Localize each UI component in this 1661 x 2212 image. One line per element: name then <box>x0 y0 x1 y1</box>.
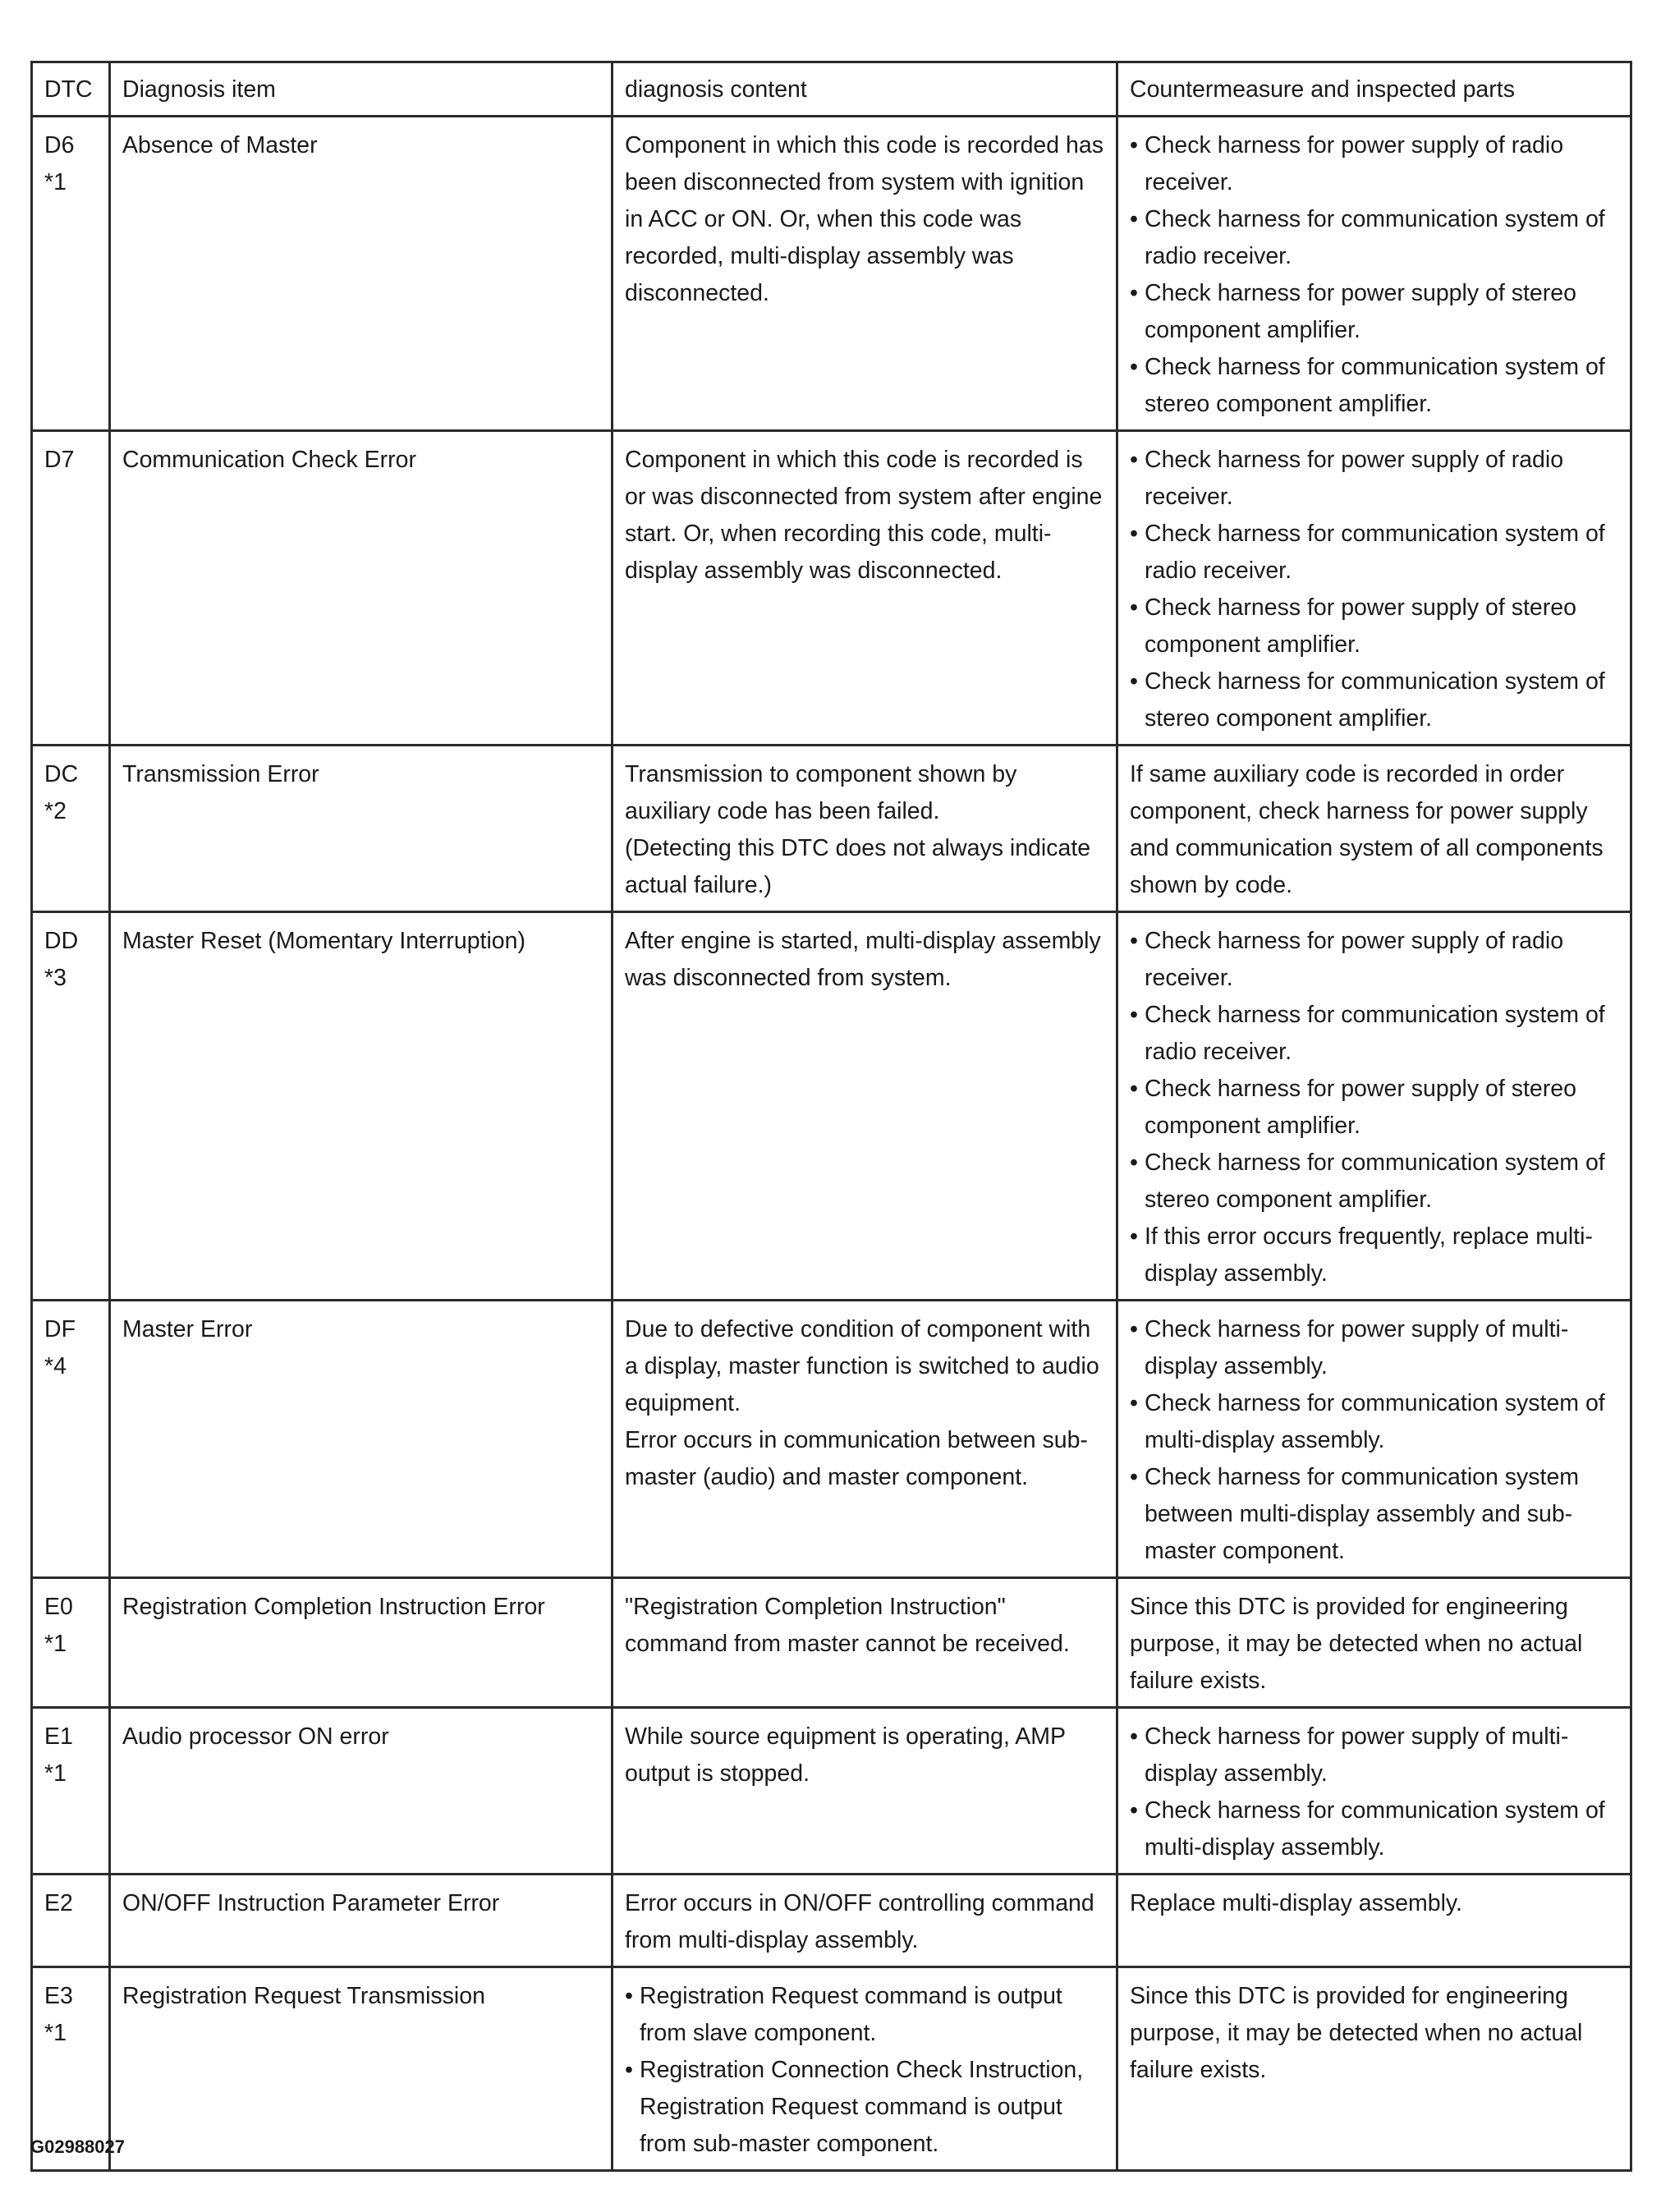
countermeasure-paragraph: Since this DTC is provided for engineering purpose, it may be detected when no actual failure exists. <box>1130 1983 1583 2083</box>
countermeasure-cell <box>1117 1967 1631 2171</box>
dtc-footnote-mark: *1 <box>44 1631 67 1657</box>
dtc-footnote-mark: *2 <box>44 798 67 824</box>
dtc-code: D6 <box>44 132 75 158</box>
countermeasure-bullet: • If this error occurs frequently, replace multi-display assembly. <box>1130 1218 1618 1292</box>
content-bullet-list <box>625 1978 1104 2163</box>
dtc-cell <box>32 117 110 431</box>
dtc-footnote-mark: *1 <box>44 169 67 195</box>
dtc-table <box>30 61 1632 2172</box>
diagnosis-item-cell: Master Reset (Momentary Interruption) <box>110 912 613 1301</box>
countermeasure-bullet: • Check harness for communication system of radio receiver. <box>1130 201 1618 275</box>
content-bullet: • Registration Request command is output from slave component. <box>625 1978 1104 2052</box>
content-paragraph: Due to defective condition of component with a display, master function is switched to audio equipment. <box>625 1316 1099 1416</box>
countermeasure-cell <box>1117 746 1631 912</box>
countermeasure-cell <box>1117 1301 1631 1578</box>
diagnosis-item-cell: Absence of Master <box>110 117 613 431</box>
content-paragraph: Component in which this code is recorded is or was disconnected from system after engine start. Or, when recording this code, multi-display assembly was disconnected. <box>625 447 1103 584</box>
countermeasure-bullet: • Check harness for power supply of stereo component amplifier. <box>1130 275 1618 349</box>
countermeasure-bullet: • Check harness for communication system of stereo component amplifier. <box>1130 349 1618 423</box>
table-row <box>32 117 1631 431</box>
dtc-cell <box>32 1708 110 1875</box>
diagnosis-item-cell: Registration Completion Instruction Error <box>110 1578 613 1708</box>
table-row <box>32 1967 1631 2171</box>
content-bullet: • Registration Connection Check Instruction, Registration Request command is output from sub-master component. <box>625 2052 1104 2163</box>
dtc-table-body <box>32 62 1631 2171</box>
diagnosis-item-cell: Audio processor ON error <box>110 1708 613 1875</box>
countermeasure-bullet: • Check harness for communication system of multi-display assembly. <box>1130 1385 1618 1459</box>
countermeasure-cell <box>1117 117 1631 431</box>
dtc-cell <box>32 431 110 746</box>
content-paragraph: After engine is started, multi-display assembly was disconnected from system. <box>625 928 1101 991</box>
content-paragraph: "Registration Completion Instruction" command from master cannot be received. <box>625 1594 1070 1657</box>
diagnosis-item-cell: Communication Check Error <box>110 431 613 746</box>
diagnosis-item-cell: Master Error <box>110 1301 613 1578</box>
countermeasure-bullet: • Check harness for power supply of multi-display assembly. <box>1130 1719 1618 1792</box>
countermeasure-bullet-list <box>1130 127 1618 423</box>
dtc-table-container <box>30 61 1630 2172</box>
countermeasure-bullet: • Check harness for power supply of stereo component amplifier. <box>1130 590 1618 663</box>
diagnosis-content-cell <box>613 1967 1117 2171</box>
diagnosis-content-cell <box>613 1578 1117 1708</box>
table-row <box>32 431 1631 746</box>
dtc-code: D7 <box>44 447 75 473</box>
countermeasure-cell <box>1117 431 1631 746</box>
figure-id: G02988027 <box>30 2136 125 2157</box>
content-paragraph: Error occurs in ON/OFF controlling command from multi-display assembly. <box>625 1890 1094 1953</box>
diagnosis-content-cell <box>613 1708 1117 1875</box>
dtc-cell <box>32 1875 110 1967</box>
countermeasure-bullet-list <box>1130 442 1618 737</box>
countermeasure-cell <box>1117 1578 1631 1708</box>
countermeasure-bullet-list <box>1130 1719 1618 1866</box>
dtc-code: DC <box>44 761 79 787</box>
content-paragraph: While source equipment is operating, AMP output is stopped. <box>625 1723 1066 1787</box>
countermeasure-bullet: • Check harness for communication system between multi-display assembly and sub-master component. <box>1130 1459 1618 1570</box>
diagnosis-content-cell <box>613 912 1117 1301</box>
countermeasure-bullet: • Check harness for power supply of radio receiver. <box>1130 127 1618 201</box>
diagnosis-item-cell: Registration Request Transmission <box>110 1967 613 2171</box>
dtc-cell <box>32 912 110 1301</box>
diagnosis-content-cell <box>613 1875 1117 1967</box>
dtc-cell <box>32 1578 110 1708</box>
countermeasure-bullet: • Check harness for communication system of stereo component amplifier. <box>1130 663 1618 737</box>
countermeasure-paragraph: Replace multi-display assembly. <box>1130 1890 1462 1916</box>
table-row <box>32 746 1631 912</box>
dtc-footnote-mark: *1 <box>44 1760 67 1787</box>
header-countermeasure: Countermeasure and inspected parts <box>1117 62 1631 117</box>
dtc-footnote-mark: *3 <box>44 965 67 991</box>
countermeasure-bullet: • Check harness for communication system of multi-display assembly. <box>1130 1792 1618 1866</box>
diagnosis-content-cell <box>613 117 1117 431</box>
countermeasure-bullet: • Check harness for power supply of radio receiver. <box>1130 923 1618 997</box>
table-row <box>32 1301 1631 1578</box>
dtc-code: E3 <box>44 1983 73 2009</box>
countermeasure-cell <box>1117 1708 1631 1875</box>
countermeasure-bullet: • Check harness for power supply of stereo component amplifier. <box>1130 1071 1618 1145</box>
header-diagnosis-content: diagnosis content <box>613 62 1117 117</box>
dtc-code: E2 <box>44 1890 73 1916</box>
countermeasure-bullet: • Check harness for power supply of multi-display assembly. <box>1130 1311 1618 1385</box>
dtc-footnote-mark: *4 <box>44 1353 67 1379</box>
countermeasure-cell <box>1117 1875 1631 1967</box>
table-row <box>32 1875 1631 1967</box>
content-paragraph: Transmission to component shown by auxiliary code has been failed. <box>625 761 1017 824</box>
countermeasure-bullet-list <box>1130 1311 1618 1570</box>
countermeasure-bullet: • Check harness for communication system of stereo component amplifier. <box>1130 1145 1618 1218</box>
header-diagnosis-item: Diagnosis item <box>110 62 613 117</box>
diagnosis-content-cell <box>613 1301 1117 1578</box>
header-row <box>32 62 1631 117</box>
countermeasure-bullet: • Check harness for communication system of radio receiver. <box>1130 997 1618 1071</box>
dtc-code: E1 <box>44 1723 73 1750</box>
table-row <box>32 1708 1631 1875</box>
dtc-footnote-mark: *1 <box>44 2020 67 2046</box>
dtc-code: DF <box>44 1316 76 1342</box>
countermeasure-bullet: • Check harness for power supply of radio receiver. <box>1130 442 1618 516</box>
countermeasure-bullet: • Check harness for communication system of radio receiver. <box>1130 516 1618 590</box>
table-row <box>32 1578 1631 1708</box>
dtc-cell <box>32 1301 110 1578</box>
countermeasure-cell <box>1117 912 1631 1301</box>
content-paragraph: Component in which this code is recorded has been disconnected from system with ignition in ACC or ON. Or, when this code was recorded, multi-display assembly was disconnected. <box>625 132 1104 306</box>
countermeasure-bullet-list <box>1130 923 1618 1292</box>
countermeasure-paragraph: Since this DTC is provided for engineering purpose, it may be detected when no actual failure exists. <box>1130 1594 1583 1694</box>
diagnosis-item-cell: Transmission Error <box>110 746 613 912</box>
dtc-code: E0 <box>44 1594 73 1620</box>
header-dtc: DTC <box>32 62 110 117</box>
diagnosis-item-cell: ON/OFF Instruction Parameter Error <box>110 1875 613 1967</box>
content-paragraph: Error occurs in communication between sub-master (audio) and master component. <box>625 1427 1088 1490</box>
diagnosis-content-cell <box>613 431 1117 746</box>
dtc-code: DD <box>44 928 79 954</box>
content-paragraph: (Detecting this DTC does not always indicate actual failure.) <box>625 835 1091 898</box>
table-row <box>32 912 1631 1301</box>
diagnosis-content-cell <box>613 746 1117 912</box>
countermeasure-paragraph: If same auxiliary code is recorded in order component, check harness for power supply and communication system of all components shown by code. <box>1130 761 1604 898</box>
dtc-cell <box>32 746 110 912</box>
